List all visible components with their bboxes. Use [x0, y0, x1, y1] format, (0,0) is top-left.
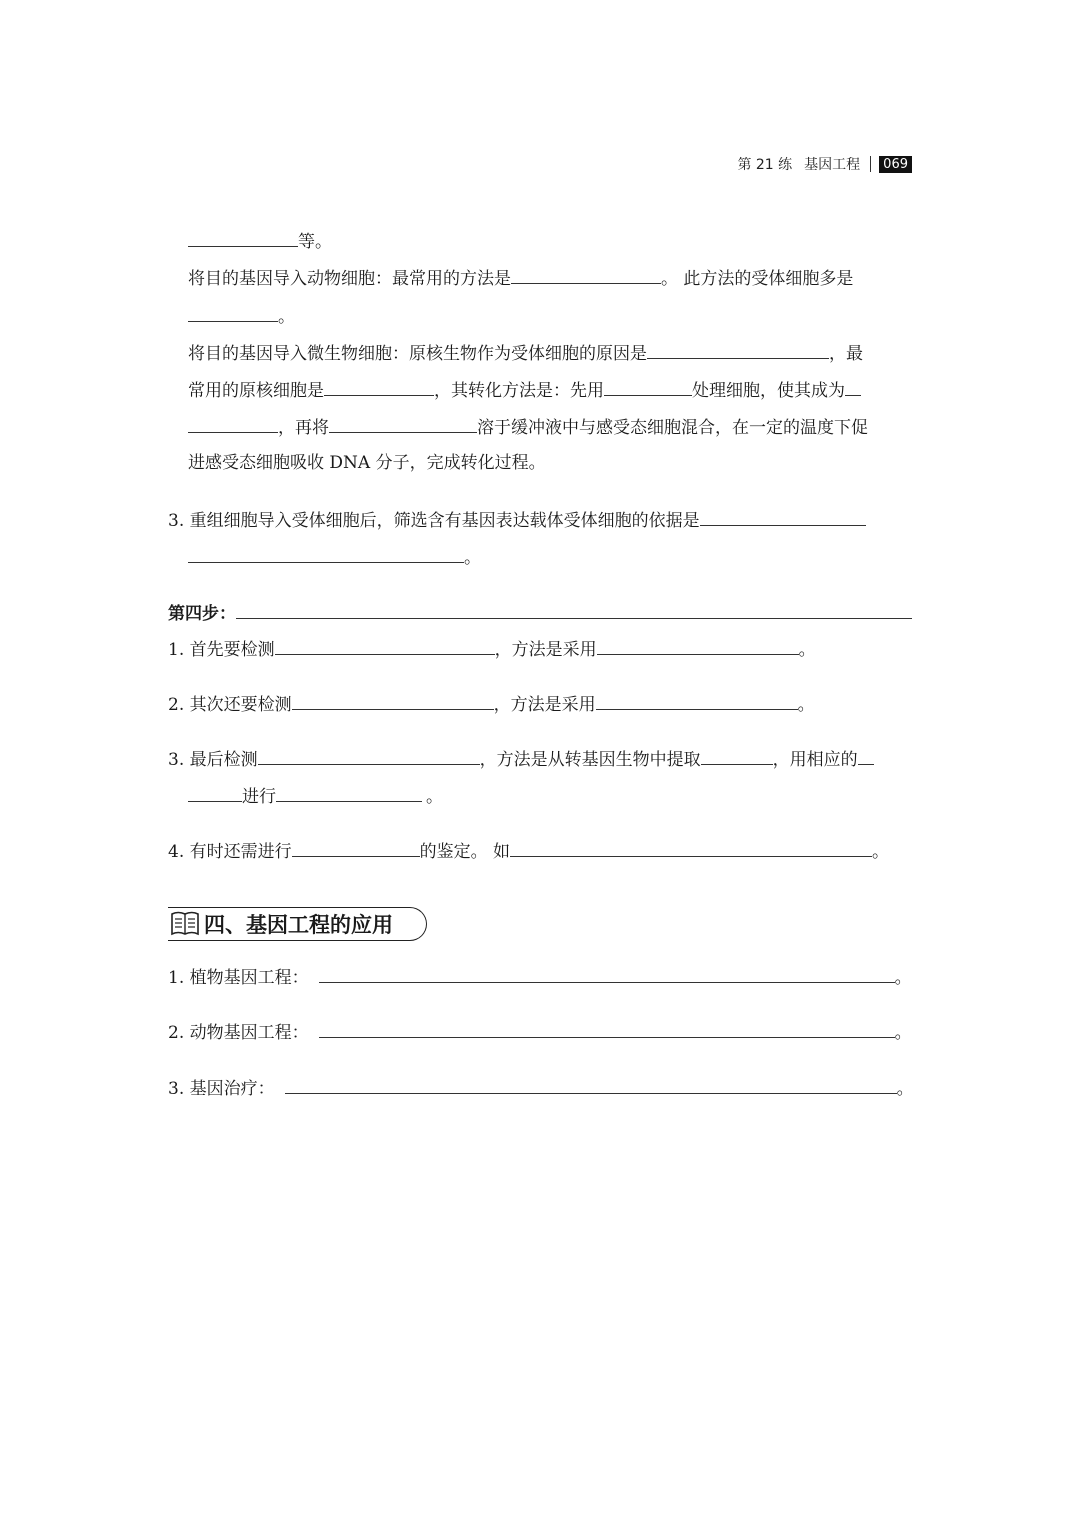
line-5	[188, 377, 861, 401]
answer-blank[interactable]	[510, 838, 872, 857]
step4-item-3-cont	[188, 783, 443, 807]
item-label: 2. 动物基因工程：	[168, 1023, 309, 1043]
answer-blank[interactable]	[188, 414, 278, 433]
item-text: 2. 其次还要检测	[168, 695, 292, 715]
application-item-3	[168, 1075, 914, 1099]
answer-blank[interactable]	[292, 838, 420, 857]
item-text: 1. 首先要检测	[168, 640, 275, 660]
line-7	[188, 451, 546, 475]
item-text: 进行	[242, 787, 276, 807]
answer-blank[interactable]	[647, 340, 829, 359]
answer-blank[interactable]	[511, 265, 661, 284]
item-text: ，方法是采用	[494, 640, 597, 660]
answer-blank[interactable]	[188, 783, 242, 802]
header-divider	[870, 156, 871, 172]
topic-label: 基因工程	[804, 157, 861, 173]
item-end: 。	[894, 1023, 912, 1043]
answer-blank[interactable]	[258, 746, 480, 765]
answer-blank[interactable]	[236, 600, 912, 619]
section-heading	[168, 907, 427, 941]
item-text: 。	[426, 787, 443, 807]
item-label: 3. 基因治疗：	[168, 1079, 275, 1099]
line-text: 。	[464, 548, 481, 568]
answer-blank[interactable]	[292, 691, 494, 710]
step4-item-4	[168, 838, 889, 862]
line-text: ，最	[829, 344, 863, 364]
item-text: 4. 有时还需进行	[168, 842, 292, 862]
answer-blank[interactable]	[329, 414, 477, 433]
line-text: 。	[278, 307, 295, 327]
answer-blank[interactable]	[319, 1019, 895, 1038]
item-text: 。	[872, 842, 890, 862]
item-label: 1. 植物基因工程：	[168, 968, 309, 988]
answer-blank[interactable]	[596, 691, 798, 710]
line-text: 常用的原核细胞是	[188, 381, 324, 401]
item-end: 。	[896, 1079, 914, 1099]
item-text: 3. 最后检测	[168, 750, 258, 770]
line-text: 等。	[298, 232, 332, 252]
line-text: 。 此方法的受体细胞多是	[661, 269, 854, 289]
answer-blank[interactable]	[604, 377, 692, 396]
line-text: ，再将	[278, 418, 329, 438]
answer-blank[interactable]	[845, 377, 861, 396]
answer-blank[interactable]	[188, 544, 464, 563]
section-title-text: 四、基因工程的应用	[204, 913, 393, 937]
line-text: 处理细胞，使其成为	[692, 381, 845, 401]
line-2	[188, 265, 853, 289]
line-1	[188, 228, 332, 252]
item-text: 的鉴定。 如	[419, 842, 511, 862]
line-text: 将目的基因导入微生物细胞：原核生物作为受体细胞的原因是	[188, 344, 647, 364]
answer-blank[interactable]	[597, 636, 799, 655]
item-text: ，用相应的	[772, 750, 858, 770]
item-end: 。	[894, 968, 912, 988]
item-text: 。	[798, 640, 816, 660]
step4-label: 第四步：	[168, 604, 236, 624]
item-text: ，方法是采用	[493, 695, 596, 715]
question-text: 3. 重组细胞导入受体细胞后，筛选含有基因表达载体受体细胞的依据是	[168, 511, 700, 531]
step4-item-1	[168, 636, 816, 660]
answer-blank[interactable]	[188, 228, 298, 247]
lesson-label: 第 21 练	[737, 157, 793, 173]
item-text: ，方法是从转基因生物中提取	[479, 750, 701, 770]
line-4	[188, 340, 863, 364]
answer-blank[interactable]	[188, 303, 278, 322]
answer-blank[interactable]	[701, 746, 773, 765]
page-number: 069	[879, 156, 912, 173]
line-6	[188, 414, 868, 438]
answer-blank[interactable]	[285, 1075, 897, 1094]
book-icon	[170, 910, 200, 938]
answer-blank[interactable]	[324, 377, 434, 396]
answer-blank[interactable]	[858, 746, 874, 765]
answer-blank[interactable]	[700, 507, 866, 526]
question-3-cont	[188, 544, 481, 568]
application-item-2	[168, 1019, 912, 1043]
question-3	[168, 507, 866, 531]
step4-item-2	[168, 691, 815, 715]
answer-blank[interactable]	[276, 783, 422, 802]
page-header	[737, 154, 912, 174]
line-text: 溶于缓冲液中与感受态细胞混合，在一定的温度下促	[477, 418, 868, 438]
answer-blank[interactable]	[319, 964, 895, 983]
answer-blank[interactable]	[275, 636, 495, 655]
step4-item-3	[168, 746, 874, 770]
line-3	[188, 303, 295, 327]
application-item-1	[168, 964, 912, 988]
line-text: 将目的基因导入动物细胞：最常用的方法是	[188, 269, 511, 289]
item-text: 。	[797, 695, 815, 715]
step4-heading	[168, 600, 912, 624]
line-text: 进感受态细胞吸收 DNA 分子，完成转化过程。	[188, 453, 546, 473]
line-text: ，其转化方法是：先用	[434, 381, 604, 401]
